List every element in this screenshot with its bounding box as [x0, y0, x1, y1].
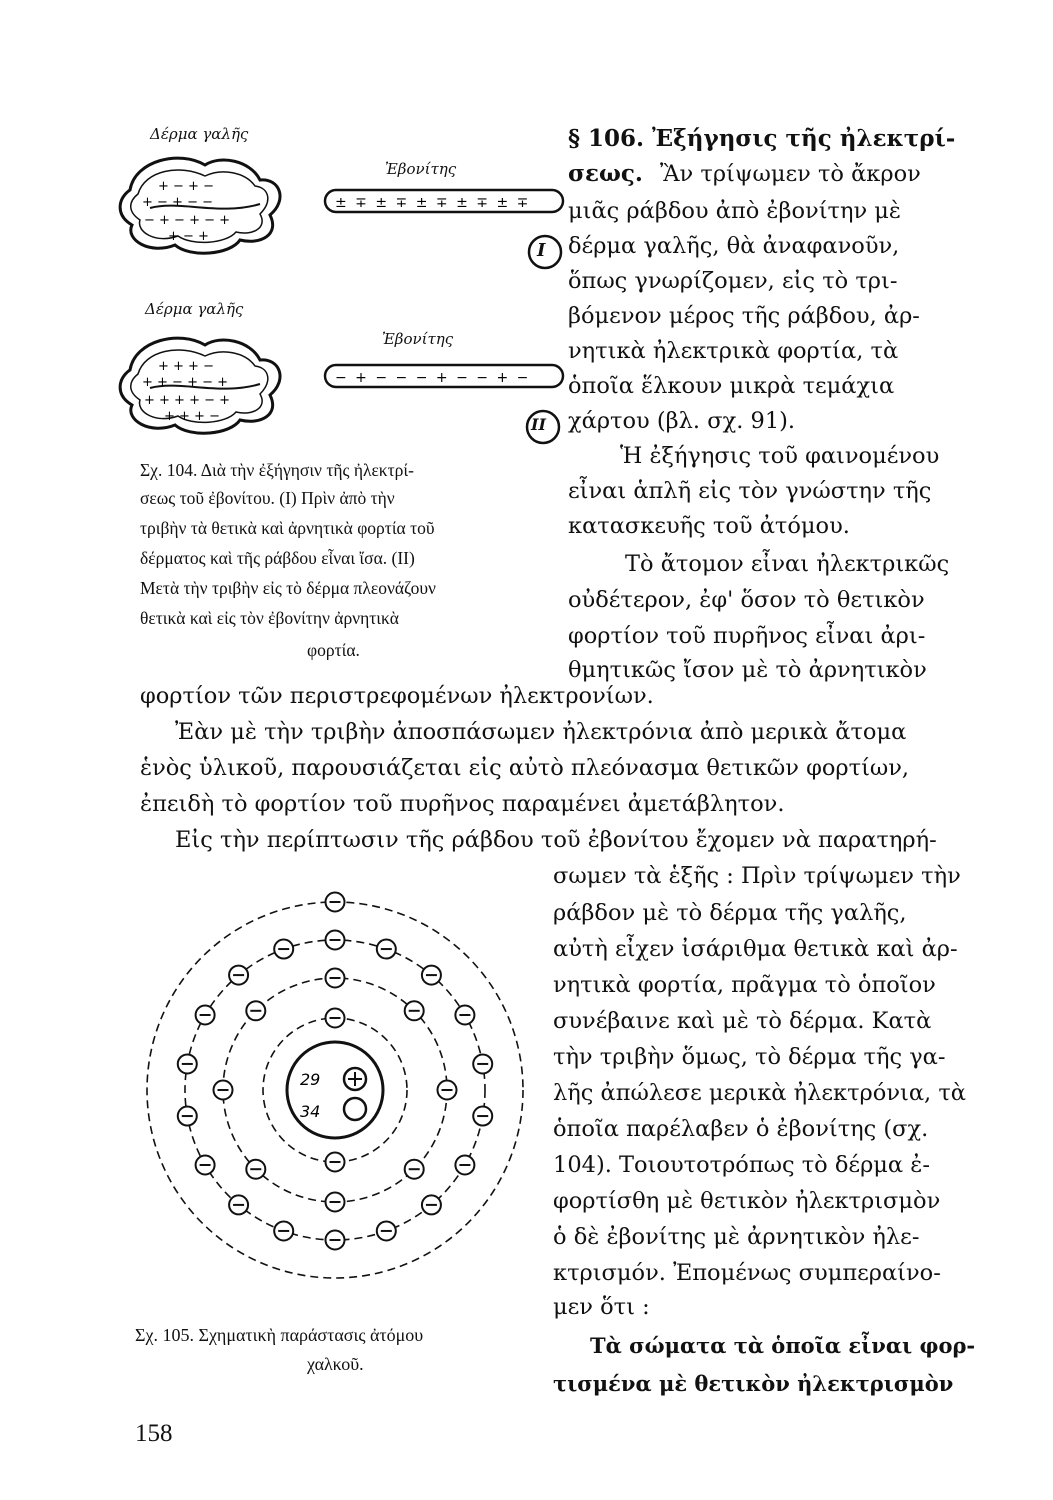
electron-symbol [196, 1156, 215, 1175]
electron-symbol [229, 966, 248, 985]
caption-line: Σχ. 104. Διὰ τὴν ἐξήγησιν τῆς ἠλεκτρί- [140, 460, 414, 480]
electron-symbol [196, 1006, 215, 1025]
electron-symbol [326, 969, 345, 988]
page-number: 158 [135, 1420, 173, 1447]
paragraph-line: βόμενον μέρος τῆς ράβδου, ἀρ- [568, 303, 920, 329]
paragraph-line: ράβδον μὲ τὸ δέρμα τῆς γαλῆς, [553, 900, 907, 926]
caption-line: θετικὰ καὶ εἰς τὸν ἐβονίτην ἀρνητικὰ [140, 608, 399, 628]
label-ebonite-2: Ἐβονίτης [382, 330, 454, 348]
paragraph-line: μεν ὅτι : [553, 1294, 650, 1320]
caption-line: σεως τοῦ ἐβονίτου. (Ι) Πρὶν ἀπὸ τὴν [140, 488, 395, 508]
svg-text:− + − + − +: − + − + − + [144, 213, 231, 228]
paragraph-line: δέρμα γαλῆς, θὰ ἀναφανοῦν, [568, 233, 900, 259]
electron-symbol [246, 1160, 265, 1179]
electron-symbol [405, 1160, 424, 1179]
nucleus-protons-count: 29 [300, 1070, 321, 1089]
paragraph-line: θμητικῶς ἴσον μὲ τὸ ἀρνητικὸν [568, 657, 927, 683]
electron-symbol [326, 1153, 345, 1172]
label-skin-2: Δέρμα γαλῆς [145, 300, 244, 318]
svg-text:+ − + −: + − + − [158, 179, 214, 194]
electron-symbol [326, 931, 345, 950]
paragraph-line: συνέβαινε καὶ μὲ τὸ δέρμα. Κατὰ [553, 1008, 932, 1034]
label-ebonite-1: Ἐβονίτης [385, 160, 457, 178]
figure-105-caption: χαλκοῦ. [307, 1354, 364, 1374]
electron-symbol [229, 1195, 248, 1214]
caption-line: τριβὴν τὰ θετικὰ καὶ ἀρνητικὰ φορτία τοῦ [140, 518, 435, 538]
paragraph-line: Ἐὰν μὲ τὴν τριβὴν ἀποσπάσωμεν ἠλεκτρόνια ἀπὸ μερικὰ ἄτομα [175, 719, 907, 745]
paragraph-line: κατασκευῆς τοῦ ἀτόμου. [568, 513, 850, 539]
caption-line: δέρματος καὶ τῆς ράβδου εἶναι ἴσα. (ΙΙ) [140, 548, 415, 568]
roman-numeral-2: II [531, 415, 546, 434]
electron-symbol [422, 966, 441, 985]
svg-text:± ∓ ± ∓ ± ∓ ± ∓ ± ∓: ± ∓ ± ∓ ± ∓ ± ∓ ± ∓ [335, 195, 531, 211]
paragraph-line: μιᾶς ράβδου ἀπὸ ἐβονίτην μὲ [568, 198, 902, 224]
paragraph-line: ὁποῖα ἕλκουν μικρὰ τεμάχια [568, 373, 895, 399]
paragraph-line: ἐπειδὴ τὸ φορτίον τοῦ πυρῆνος παραμένει ἀμετάβλητον. [140, 791, 785, 817]
roman-numeral-1: I [537, 240, 546, 261]
svg-text:+ + − + − +: + + − + − + [142, 375, 229, 390]
svg-text:− + − − − + − − + −: − + − − − + − − + − [335, 370, 531, 386]
paragraph-line: Τὸ ἄτομον εἶναι ἠλεκτρικῶς [625, 551, 950, 577]
electron-symbol [246, 1001, 265, 1020]
copper-atom-diagram [140, 885, 530, 1285]
paragraph-line: λῆς ἀπώλεσε μερικὰ ἠλεκτρόνια, τὰ [553, 1080, 966, 1106]
electron-symbol [455, 1006, 474, 1025]
electron-symbol [326, 1193, 345, 1212]
paragraph-line: αὐτὴ εἶχεν ἰσάριθμα θετικὰ καὶ ἀρ- [553, 936, 958, 962]
electron-symbol [326, 1009, 345, 1028]
paragraph-line: Ἡ ἐξήγησις τοῦ φαινομένου [620, 443, 940, 469]
electron-symbol [214, 1081, 233, 1100]
paragraph-line: ἑνὸς ὑλικοῦ, παρουσιάζεται εἰς αὐτὸ πλεόνασμα θετικῶν φορτίων, [140, 755, 910, 781]
svg-text:+ + + −: + + + − [164, 409, 220, 424]
caption-line: φορτία. [307, 640, 360, 660]
paragraph-line: σωμεν τὰ ἑξῆς : Πρὶν τρίψωμεν τὴν [553, 863, 961, 889]
section-heading: § 106. Ἐξήγησις τῆς ἠλεκτρί- [568, 125, 956, 152]
electron-symbol [326, 1231, 345, 1250]
electron-symbol [455, 1156, 474, 1175]
electron-symbol [274, 940, 293, 959]
bold-statement-line: τισμένα μὲ θετικὸν ἠλεκτρισμὸν [553, 1371, 954, 1396]
paragraph-line: φορτίον τοῦ πυρῆνος εἶναι ἀρι- [568, 623, 926, 649]
caption-line: Μετὰ τὴν τριβὴν εἰς τὸ δέρμα πλεονάζουν [140, 578, 436, 598]
figure-105-caption: Σχ. 105. Σχηματικὴ παράστασις ἀτόμου [135, 1325, 424, 1345]
paragraph-line: ὅπως γνωρίζομεν, εἰς τὸ τρι- [568, 268, 898, 294]
paragraph-line: χάρτου (βλ. σχ. 91). [568, 408, 796, 434]
paragraph-line: κτρισμόν. Ἐπομένως συμπεραίνο- [553, 1260, 941, 1286]
electron-symbol [438, 1081, 457, 1100]
label-skin-1: Δέρμα γαλῆς [150, 125, 249, 143]
svg-text:+ + + + − +: + + + + − + [144, 393, 231, 408]
bold-statement-line: Τὰ σώματα τὰ ὁποῖα εἶναι φορ- [590, 1333, 976, 1358]
section-heading-cont: σεως. [568, 160, 643, 187]
paragraph-line: Εἰς τὴν περίπτωσιν τῆς ράβδου τοῦ ἐβονίτου ἔχομεν νὰ παρατηρή- [175, 827, 937, 853]
svg-text:+ − + − −: + − + − − [142, 195, 213, 210]
paragraph-line: 104). Τοιουτοτρόπως τὸ δέρμα ἐ- [553, 1152, 930, 1178]
paragraph-line: νητικὰ ἠλεκτρικὰ φορτία, τὰ [568, 338, 899, 364]
paragraph-line: φορτίον τῶν περιστρεφομένων ἠλεκτρονίων. [140, 683, 654, 709]
electron-symbol [473, 1107, 492, 1126]
electron-symbol [377, 1221, 396, 1240]
figure-104-drawing [110, 120, 580, 450]
electron-symbol [326, 893, 345, 912]
electron-symbol [405, 1001, 424, 1020]
electron-symbol [473, 1054, 492, 1073]
paragraph-line: ὁποῖα παρέλαβεν ὁ ἐβονίτης (σχ. [553, 1116, 929, 1142]
electron-symbol [178, 1107, 197, 1126]
electron-symbol [422, 1195, 441, 1214]
nucleus-neutrons-count: 34 [300, 1102, 321, 1121]
svg-text:+ + + −: + + + − [158, 359, 214, 374]
svg-text:+ − +: + − + [168, 229, 209, 244]
paragraph-line: Ἂν τρίψωμεν τὸ ἄκρον [660, 161, 921, 187]
paragraph-line: νητικὰ φορτία, πρᾶγμα τὸ ὁποῖον [553, 972, 936, 998]
paragraph-line: ὁ δὲ ἐβονίτης μὲ ἀρνητικὸν ἠλε- [553, 1224, 920, 1250]
electron-symbol [274, 1221, 293, 1240]
nucleus [287, 1042, 383, 1138]
paragraph-line: εἶναι ἁπλῆ εἰς τὸν γνώστην τῆς [568, 478, 932, 504]
paragraph-line: οὐδέτερον, ἐφ' ὅσον τὸ θετικὸν [568, 587, 925, 613]
paragraph-line: τὴν τριβὴν ὅμως, τὸ δέρμα τῆς γα- [553, 1044, 946, 1070]
electron-symbol [178, 1054, 197, 1073]
electron-symbol [377, 940, 396, 959]
paragraph-line: φορτίσθη μὲ θετικὸν ἠλεκτρισμὸν [553, 1188, 941, 1214]
